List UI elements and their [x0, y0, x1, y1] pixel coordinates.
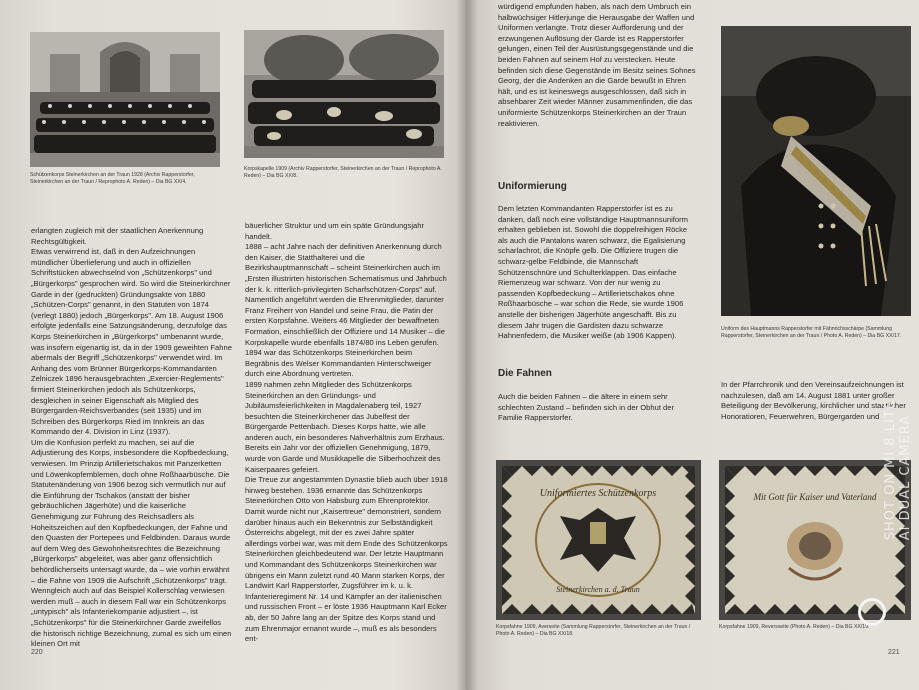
page-number-right: 221 — [888, 649, 900, 656]
photo2-caption: Korpskapelle 1909 (Archiv Rapperstorfer, Steinerkirchen an der Traun / Reprophoto A. Reden) – Dia BG XX/8. — [244, 166, 442, 179]
flag1-caption: Korpsfahne 1909, Averseite (Sammlung Rapperstorfer, Steinerkirchen an der Traun / Photo A. Reden) – Dia BG XX/18. — [496, 624, 691, 637]
camera-watermark-logo — [858, 598, 886, 626]
heading-uniformierung: Uniformierung — [498, 181, 567, 192]
paragraph: Die Treue zur angestammten Dynastie blieb auch über 1918 hinweg bestehen. 1936 ernannte das Schützenkorps Steinerkirchen Otto von Habsburg zum Ehrenprotektor. Damit wurde nicht nur „Kaisertreue" demonstriert, sondern darüber hinaus auch ein Bekenntnis zur Selbständigkeit Österreichs abgelegt, mit der es zwei Jahre später allerdings vorbei war, was mit dem Ende des Schützenkorps Steinerkirchen gleichbedeutend war. Der letzte Hauptmann und Kommandant des Schützenkorps Steinerkirchen war übrigens ein Mann zuletzt rund 40 Mann starken Korps, der Landwirt Karl Rapperstorfer, Zugsführer im k. u. k. Infanterieregiment Nr. 14 und Kämpfer an der italienischen und russischen Front – er löste 1936 Hauptmann Karl Ecker ab, der 50 Jahre lang an der Spitze des Korps stand und zum Ehrenmajor ernannt wurde –, muß es als besonders ent- — [245, 475, 448, 644]
photo-schuetzenkorps-1928 — [30, 32, 220, 167]
camera-watermark: SHOT ON MI 8 LITE AI DUAL CAMERA — [883, 400, 913, 541]
paragraph: Etwas verwirrend ist, daß in den Aufzeichnungen mündlicher Überlieferung und auch in offiziellen Schriftstücken abwechselnd von „Schützenkorps" und „Bürgerkorps" gesprochen wird. So wird die Steinerkirchner Garde in der (gedruckten) Gründungsakte von 1880 „Schützen-Corps" genannt, in den Statuten von 1874 (verlegt 1880) jedoch „Bürgerkorps". Am 18. August 1906 erfolgte jedenfalls eine Satzungsänderung, derzufolge das Korps Steinerkirchen in „Bürgerkorps" umbenannt wurde, was insofern eigenartig ist, da in der 1909 geweihten Fahne abermals der Begriff „Schützenkorps" verwendet wird. Im Anhang des vom Brünner Bürgerkorps-Kommandanten Zelniczek 1896 herausgebrachten „Exercier-Reglements" firmiert Steinerkirchen jedoch als Schützenkorps, desgleichen in seiner Eigenschaft als Mitglied des Bürgergarden-Reichsverbandes (seit 1935) und im Schreiben des Bürgerkorps Ried im Innkreis an das Kommando der 4. Division in Linz (1937). — [31, 247, 232, 437]
page-number-left: 220 — [31, 649, 43, 656]
paragraph: Um die Konfusion perfekt zu machen, sei auf die Adjustierung des Korps, insbesondere die Kopfbedeckung, verwiesen. Im Prinzip Artillerietschakos mit Panzerketten und Löwenkopfemblemen, doch ohne Roßhaarbüsche. Die Statutenänderung von 1906 bezog sich vermutlich nur auf die Einführung der Tschakos (anstatt der bisher gebräuchlichen Jägerhüte) und die kaiserliche Genehmigung zur Führung des Reichsadlers als Hoheitszeichen auf den Kopfbedeckungen, der Fahne und den Quasten der Portepees und Feldbinden. Daraus wurde auf dem Weg des Gewohnheitsrechtes die Bezeichnung „Bürgerkorps" abgeleitet, was aber ganz offensichtlich behördlicherseits untersagt wurde, da – wie vorhin erwähnt – die Fahne von 1909 die Aufschrift „Schützenkorps" trägt. Wenngleich auch auf das Beispiel Kollerschlag verwiesen werden muß – auch in diesem Fall war ein Schützenkorps „untypisch" als Infanteriekompanie adjustiert –, ist „Schützenkorps" für die Steinerkirchner Garde zweifellos die historisch richtige Bezeichnung, zumal es sich um einen kleinen Ort mit — [31, 437, 232, 649]
right-page — [466, 0, 919, 690]
photo-flag-averse — [496, 460, 701, 620]
flag2-text: Mit Gott für Kaiser und Vaterland — [753, 492, 877, 502]
book-gutter — [456, 0, 478, 690]
paragraph: Auch die beiden Fahnen – die ältere in einem sehr schlechten Zustand – befinden sich in der Obhut der Familie Rapperstorfer. — [498, 392, 675, 423]
photo1-caption: Schützenkorps Steinerkirchen an der Traun 1928 (Archiv Rapperstorfer, Steinerkirchen an der Traun / Reprophoto A. Reden) – Dia BG XX/4. — [30, 172, 195, 185]
flag2-caption: Korpsfahne 1909, Reversseite (Photo A. Reden) – Dia BG XX/19. — [719, 624, 870, 630]
right-column-1-uniform — [498, 204, 698, 342]
photo3-caption: Uniform des Hauptmanns Rapperstorfer mit Fähnrichsschärpe (Sammlung Rapperstorfer, Steinerkirchen an der Traun / Photo A. Reden) – Dia BG XX/17. — [721, 326, 902, 339]
paragraph: 1899 nahmen zehn Mitglieder des Schützenkorps Steinerkirchen an den Gründungs- und Jubiläumsfeierlichkeiten in Magdalenaberg teil, 1927 besuchten die Steinerkirchener das Jubelfest der Bürgergarde Pettenbach. Dieses Korps hatte, wie alle anderen auch, ein besonderes Nahverhältnis zum Erzhaus. Bereits ein Jahr vor der offiziellen Genehmigung, 1879, wurde von Garde und Musikkapelle die Silberhochzeit des Kaiserpaares gefeiert. — [245, 379, 445, 474]
photo-hauptmann-uniform — [721, 26, 911, 316]
flag1-text-bottom: Steinerkirchen a. d. Traun — [556, 585, 640, 594]
paragraph: würdigend empfunden haben, als nach dem Umbruch ein halbwüchsiger Hitlerjunge die Herausgabe der Waffen und Uniformen verlangte. Trotz dieser Aufforderung und der erzwungenen Auflösung der Garde ist es Rapperstorfer gelungen, einen Teil der Ausrüstungsgegenstände und die beiden Fahnen auf seinem Hof zu verstecken. Heute befinden sich diese Gegenstände im Besitz seines Sohnes Georg, der die Andenken an die Garde bewußt in Ehren hält, und es ist keineswegs ausgeschlossen, daß sich in absehbarer Zeit wieder Männer zusammenfinden, die das uniformierte Schützenkorps Steinerkirchen an der Traun reaktivieren. — [498, 2, 696, 128]
flag1-text-top: Uniformiertes Schützenkorps — [539, 488, 657, 499]
left-column-2 — [245, 221, 448, 645]
right-column-1-flags — [498, 392, 698, 424]
paragraph: erlangten zugleich mit der staatlichen Anerkennung Rechtsgültigkeit. — [31, 226, 204, 246]
paragraph: bäuerlicher Struktur und um ein späte Gründungsjahr handelt. — [245, 221, 424, 241]
paragraph: 1894 war das Schützenkorps Steinerkirchen beim Begräbnis des Welser Kommandanten Hinterschweiger durch eine Abordnung vertreten. — [245, 348, 432, 379]
photo-korpskapelle-1909 — [244, 30, 444, 158]
paragraph: Dem letzten Kommandanten Rapperstorfer ist es zu danken, daß noch eine vollständige Hauptmannsuniform erhalten geblieben ist. Sowohl die doppelreihigen Röcke als auch die Pantalons waren schwarz, die Egalisierung scharlachrot, die Knöpfe gelb. Die Offiziere trugen die schwarz-gelbe Feldbinde, die Mannschaft Schützenschnüre und Schulterklappen. Das einfache Riemenzeug war schwarz. Von der nur wenig zu passenden Kopfbedeckung – Artillerietschakos ohne Roßhaarbüsche – war schon die Rede, sie wurde 1906 anstelle der bisherigen Jägerhüte angeschafft. Bis zu diesem Jahr trugen die Gardisten dazu schwarze Hahnenfedern, die Musiker weiße (ab 1906 Kappen). — [498, 204, 688, 341]
paragraph: In der Pfarrchronik und den Vereinsaufzeichnungen ist nachzulesen, daß am 14. August 1881 unter großer Beteiligung der Bevölkerung, kirchlicher und staatlicher Honoratioren, Feuerwehren, Bürgergarden und — [721, 380, 906, 421]
paragraph: 1888 – acht Jahre nach der definitiven Anerkennung durch den Kaiser, die Statthalterei und die Bezirkshauptmannschaft – scheint Steinerkirchen auch im „Ersten illustrirten historischen Schematismus und Jahrbuch der k. k. ritterlich-privilegirten Scharfschützen-Corps" auf. Namentlich angeführt werden die Ehrenmitglieder, darunter Franz Freiherr von Handel und seine Frau, die Patin der ersten Korpsfahne. Weiters 46 Mitglieder der bewaffneten Formation, einschließlich der Offiziere und 14 Musiker – die Korpskapelle wurde ebenfalls 1874/80 ins Leben gerufen. — [245, 242, 447, 347]
left-column-1 — [31, 226, 232, 650]
right-column-1-top — [498, 2, 698, 129]
heading-die-fahnen: Die Fahnen — [498, 368, 552, 379]
